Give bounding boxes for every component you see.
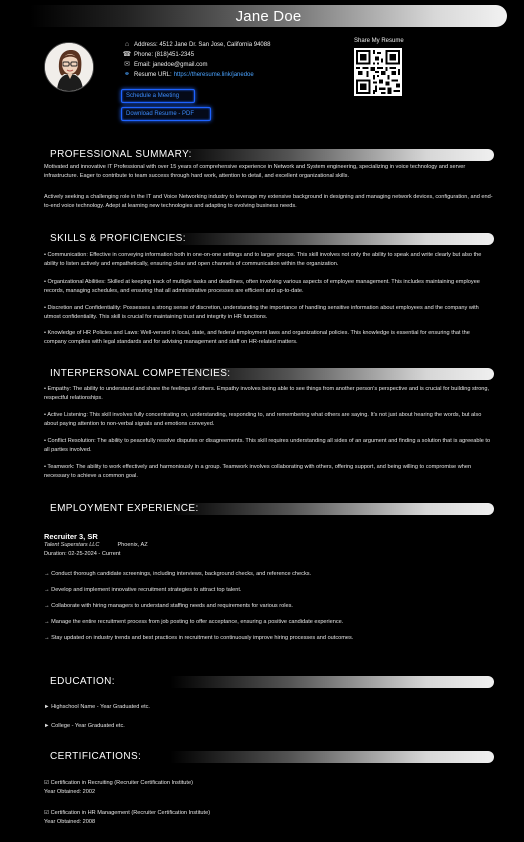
- competency-item: • Teamwork: The ability to work effectively and harmoniously in a group. Teamwork involves collaborating with others, offering support, and being willing to compromise when necessary to achieve a common goal.: [44, 464, 472, 480]
- section-header-summary: [44, 149, 494, 161]
- email-row: [122, 60, 270, 70]
- contact-info: [122, 40, 270, 80]
- section-title: CERTIFICATIONS:: [50, 751, 142, 762]
- download-resume-button[interactable]: Download Resume - PDF: [121, 107, 211, 121]
- qr-code[interactable]: [354, 48, 402, 96]
- phone-icon: ☎: [122, 51, 132, 58]
- section-title: EDUCATION:: [50, 676, 115, 687]
- email-link[interactable]: janedoe@gmail.com: [152, 62, 208, 68]
- job-bullet: → Conduct thorough candidate screenings, including interviews, background checks, and reference checks.: [44, 571, 312, 577]
- name-banner: [30, 5, 507, 27]
- certification-year: Year Obtained: 2002: [44, 789, 96, 795]
- competency-item: • Active Listening: This skill involves fully concentrating on, understanding, responding to, and remembering what others are saying. It's not just about hearing the words, but also about paying attention to non-verbal signals and emotions conveyed.: [44, 412, 482, 428]
- section-header-education: [44, 676, 494, 688]
- section-title: EMPLOYMENT EXPERIENCE:: [50, 503, 199, 514]
- section-header-skills: [44, 233, 494, 245]
- competency-item: • Empathy: The ability to understand and share the feelings of others. Empathy involves being able to see things from another person's perspective and is crucial for building strong, respectful relationships.: [44, 386, 490, 402]
- address-text: Address: 4512 Jane Dr. San Jose, California 94088: [134, 42, 271, 48]
- job-duration: Duration: 02-25-2024 - Current: [44, 550, 121, 557]
- summary-paragraph: Actively seeking a challenging role in the IT and Voice Networking industry to leverage my extensive background in designing and managing network devices, configuration, and end-to-end voice technology. Adept at learning new technologies and adapting to evolving business needs.: [44, 194, 493, 210]
- certification-year: Year Obtained: 2008: [44, 819, 96, 825]
- job-title: Recruiter 3, SR: [44, 532, 98, 541]
- skill-item: • Communication: Effective in conveying information both in one-on-one settings and to larger groups. This skill involves not only the ability to speak and write clearly but also the ability to listen actively and empathetically, ensuring clear and open channels of communication within the organization.: [44, 252, 482, 268]
- job-bullet: → Collaborate with hiring managers to understand staffing needs and requirements for various roles.: [44, 603, 293, 609]
- link-icon: ⚭: [124, 71, 130, 78]
- share-resume: [354, 38, 414, 96]
- job-entry: [44, 532, 494, 558]
- email-icon: ✉: [124, 61, 130, 68]
- summary-paragraph: Motivated and innovative IT Professional with over 15 years of comprehensive experience in Network and System engineering, specializing in voice technology and server infrastructure. Eager to contribute to team success through hard work, attention to detail, and excellent organizational skills.: [44, 164, 466, 180]
- address-row: [122, 40, 270, 50]
- email-label: Email:: [134, 62, 151, 68]
- section-header-certifications: [44, 751, 494, 763]
- section-title: SKILLS & PROFICIENCIES:: [50, 233, 186, 244]
- resume-url-link[interactable]: https://theresume.link/janedoe: [173, 72, 254, 78]
- job-company: Talent Superstars LLC: [44, 542, 100, 548]
- competency-item: • Conflict Resolution: The ability to peacefully resolve disputes or disagreements. This skill requires understanding all sides of an argument and finding a solution that is agreeable to all parties involved.: [44, 438, 491, 454]
- certification-name: ☑ Certification in HR Management (Recruiter Certification Institute): [44, 810, 211, 816]
- home-icon: ⌂: [124, 41, 130, 48]
- job-company-location: [44, 541, 494, 550]
- job-bullet: → Develop and implement innovative recruitment strategies to attract top talent.: [44, 587, 242, 593]
- job-location: Phoenix, AZ: [117, 542, 148, 548]
- skill-item: • Discretion and Confidentiality: Possesses a strong sense of discretion, understanding the importance of handling sensitive information about employees and the company with utmost confidentiality. This skill is crucial for maintaining trust and integrity in HR functions.: [44, 305, 479, 321]
- section-title: INTERPERSONAL COMPETENCIES:: [50, 368, 231, 379]
- candidate-name: Jane Doe: [235, 7, 302, 25]
- resume-url-label: Resume URL:: [134, 72, 172, 78]
- schedule-meeting-button[interactable]: Schedule a Meeting: [121, 89, 195, 103]
- skill-item: • Organizational Abilities: Skilled at keeping track of multiple tasks and deadlines, often involving various aspects of employee management. This includes maintaining employee records, managing schedules, and ensuring that all administrative processes are efficient and up-to-date.: [44, 279, 480, 295]
- skill-item: • Knowledge of HR Policies and Laws: Well-versed in local, state, and federal employment laws and organizational policies. This knowledge is essential for ensuring that the company complies with legal standards and for advising management and staff on HR-related matters.: [44, 330, 470, 346]
- share-label: Share My Resume: [354, 38, 404, 44]
- certification-name: ☑ Certification in Recruiting (Recruiter Certification Institute): [44, 780, 193, 786]
- resume-url-row: [122, 70, 270, 80]
- education-item: ► College - Year Graduated etc.: [44, 723, 125, 729]
- job-bullet: → Stay updated on industry trends and best practices in recruitment to continuously improve hiring processes and outcomes.: [44, 635, 354, 641]
- section-header-interpersonal: [44, 368, 494, 380]
- job-bullet: → Manage the entire recruitment process from job posting to offer acceptance, ensuring a positive candidate experience.: [44, 619, 344, 625]
- section-title: PROFESSIONAL SUMMARY:: [50, 149, 192, 160]
- phone-text: Phone: (818)451-2345: [134, 52, 195, 58]
- education-item: ► Highschool Name - Year Graduated etc.: [44, 704, 150, 710]
- profile-photo-icon: [45, 43, 94, 92]
- section-header-employment: [44, 503, 494, 515]
- phone-row: [122, 50, 270, 60]
- profile-photo: [44, 42, 94, 92]
- qr-code-icon: [356, 50, 400, 94]
